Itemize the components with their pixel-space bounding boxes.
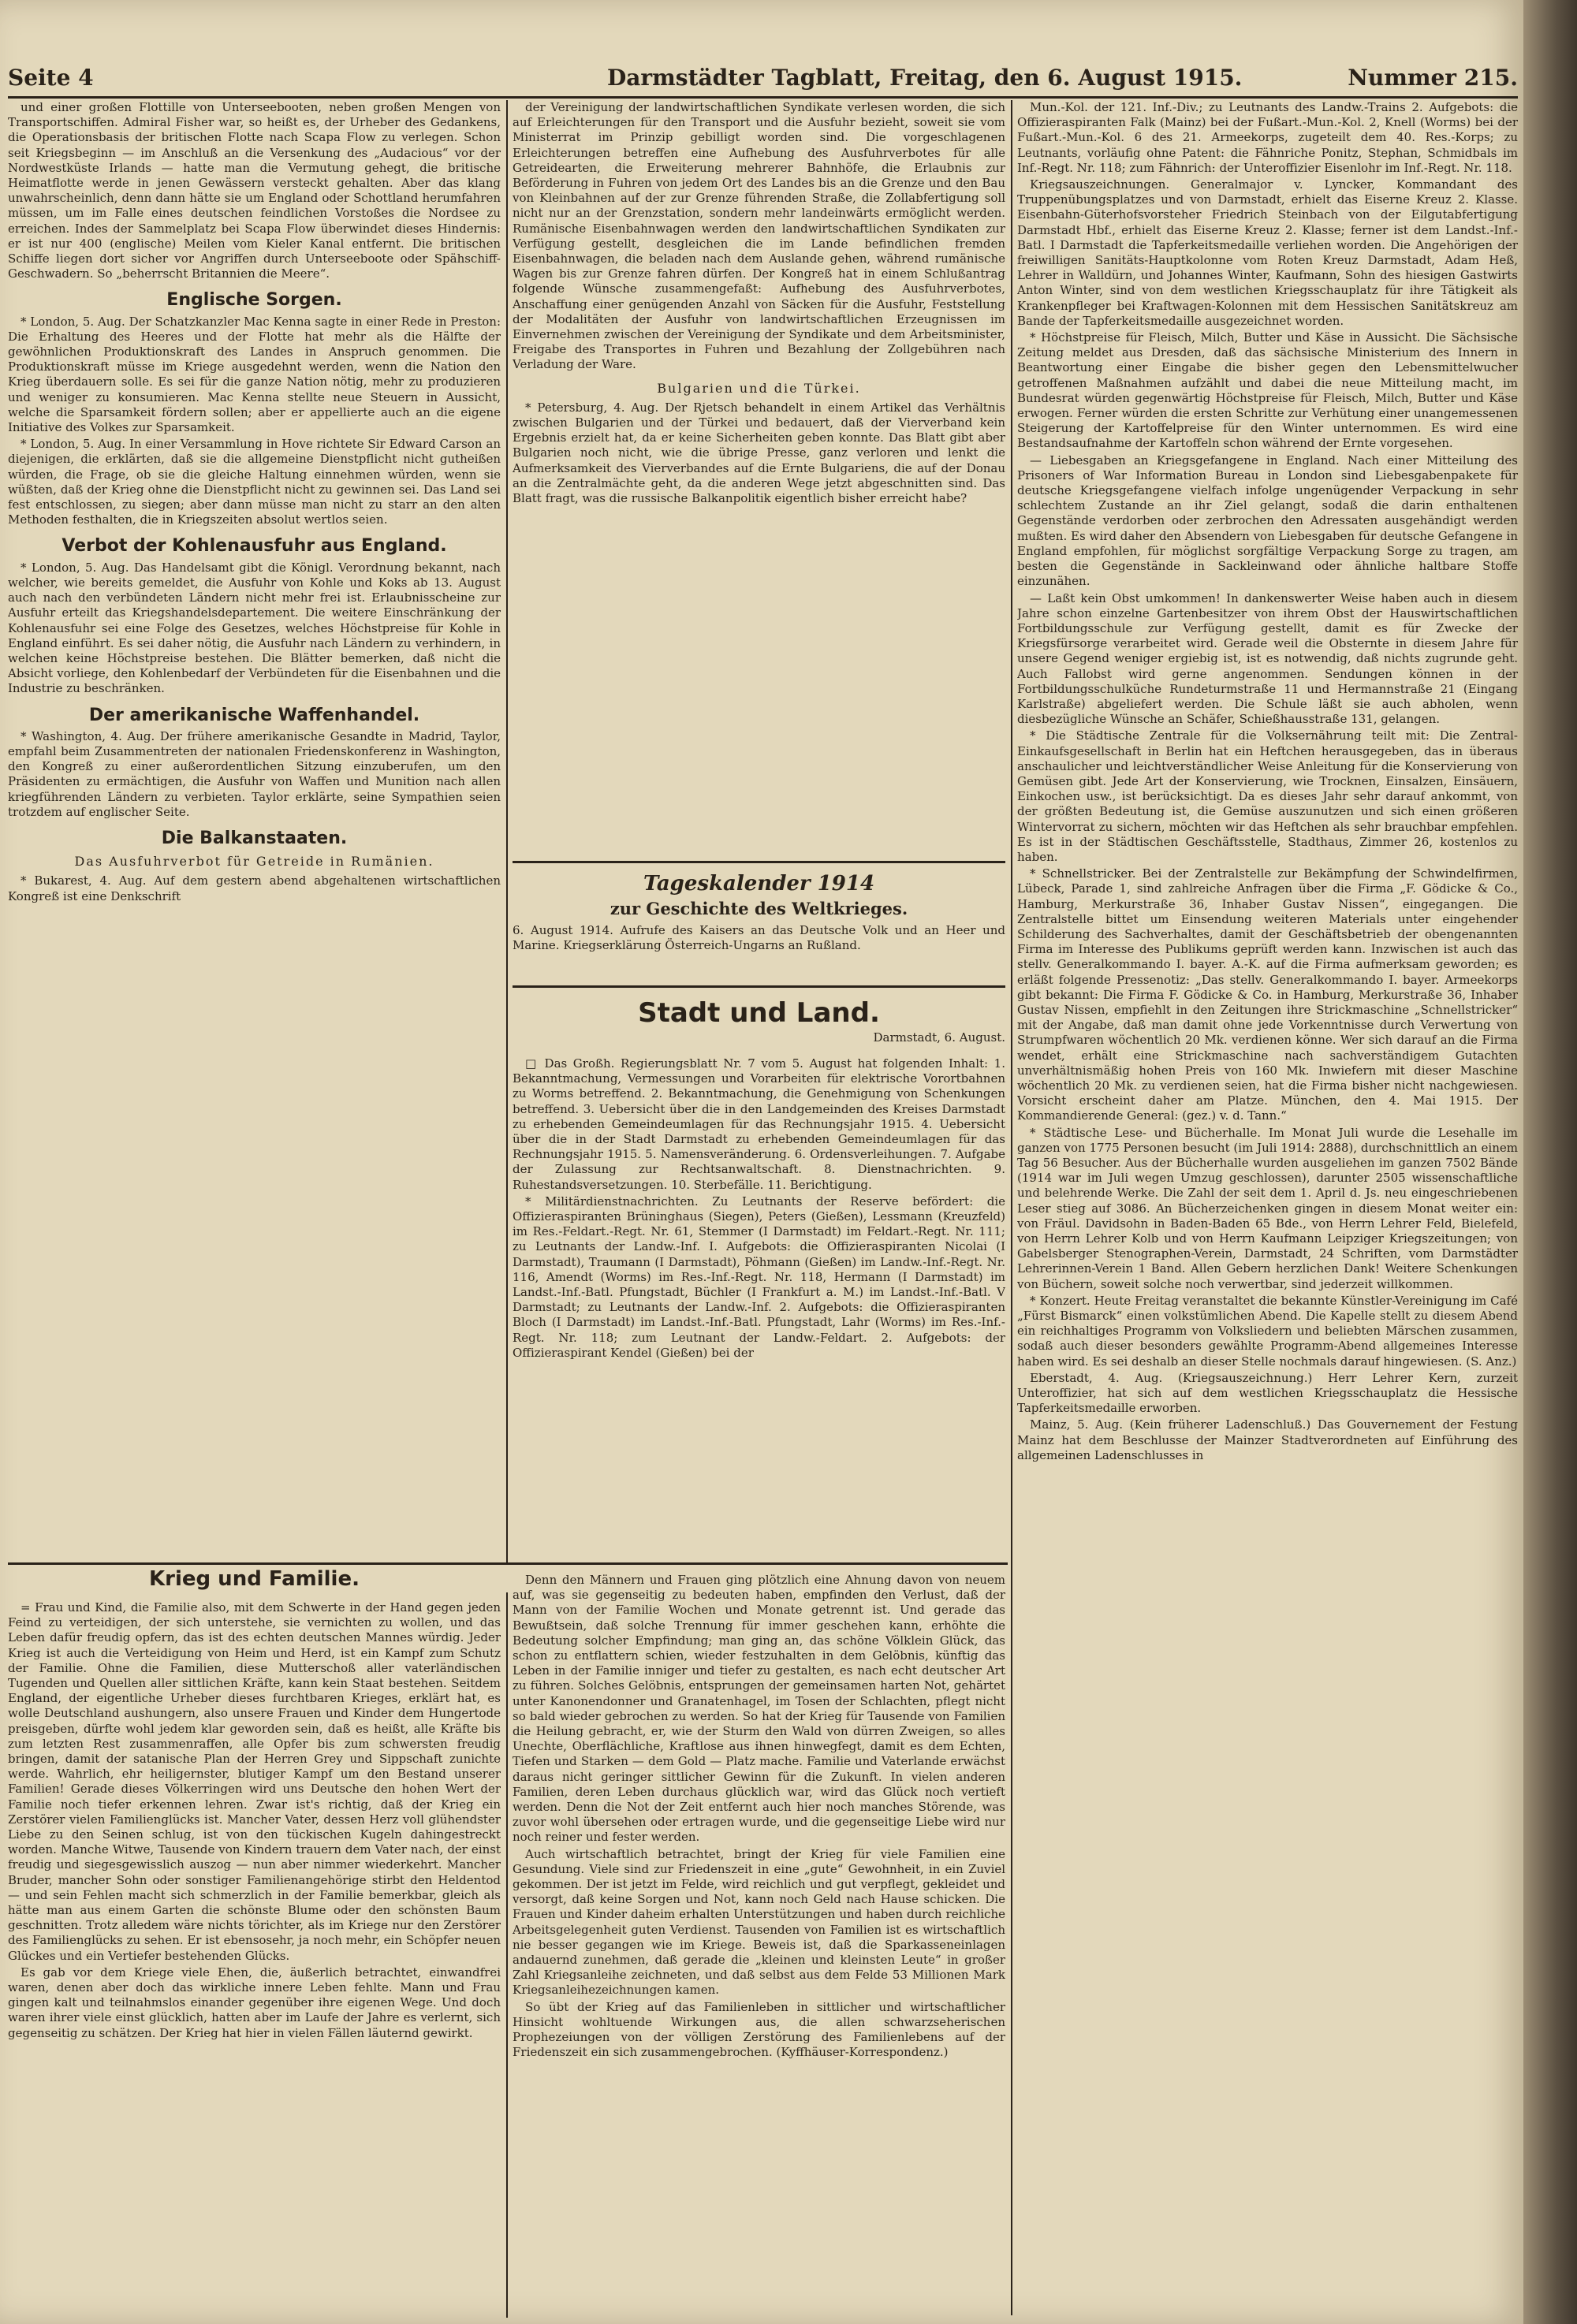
section-title: Stadt und Land. (638, 997, 880, 1029)
article-text: * Bukarest, 4. Aug. Auf dem gestern abend abgehaltenen wirtschaftlichen Kongreß ist eine Denkschrift (8, 873, 501, 903)
article-text: Kriegsauszeichnungen. Generalmajor v. Lyncker, Kommandant des Truppenübungsplatzes und von Darmstadt, erhielt das Eiserne Kreuz 2. Klasse. Eisenbahn-Güterhofsvorsteher Friedrich Steinbach von der Eilgutabfertigung Darmstadt Hbf., erhielt das Eiserne Kreuz 2. Klasse; ferner ist dem Landst.-Inf.-Batl. I Darmstadt die Tapferkeitsmedaille verliehen worden. Die Angehörigen der freiwilligen Sanitäts-Hauptkolonne vom Roten Kreuz Darmstadt, Adam Heß, Lehrer in Walldürn, und Johannes Winter, Kaufmann, Sohn des hiesigen Gastwirts Anton Winter, sind von dem westlichen Kriegsschauplatz für ihre Tätigkeit als Krankenpfleger bei Kraftwagen-Kolonnen mit dem Hessischen Sanitätskreuz am Bande der Tapferkeitsmedaille ausgezeichnet worden. (1017, 177, 1518, 328)
article-text: * Schnellstricker. Bei der Zentralstelle zur Bekämpfung der Schwindelfirmen, Lübeck, Parade 1, sind zahlreiche Anfragen über die Firma „F. Gödicke & Co., Hamburg, Merkurstraße 36, Inhaber Gustav Nissen“, eingegangen. Die Zentralstelle bittet um Einsendung weiteren Materials unter eingehender Schilderung des Sachverhaltes, damit der Geschäftsbetrieb der obengenannten Firma im Interesse des Publikums geprüft werden kann. Inzwischen ist auch das stellv. Generalkommando I. bayer. A.-K. auf die Firma aufmerksam geworden; es erläßt folgende Pressenotiz: „Das stellv. Generalkommando I. bayer. Armeekorps gibt bekannt: Die Firma F. Gödicke & Co. in Hamburg, Merkurstraße 36, Inhaber Gustav Nissen, empfiehlt in den Zeitungen ihre Strickmaschine „Schnellstricker“ mit der Angabe, daß man damit ohne jede Vorkenntnisse durch Verwertung von Strumpfwaren wöchentlich 20 Mk. verdienen könne. Wer sich darauf an die Firma wendet, erhält eine Strickmaschine nach sachverständigem Gutachten unverhältnismäßig hohen Preis von 160 Mk. Inwiefern mit dieser Maschine wöchentlich 20 Mk. zu verdienen seien, hat die Firma bisher nicht nachgewiesen. Vorsicht erscheint daher am Platze. München, den 4. Mai 1915. Der Kommandierende General: (gez.) v. d. Tann.“ (1017, 866, 1518, 1123)
article-text: Auch wirtschaftlich betrachtet, bringt der Krieg für viele Familien eine Gesundung. Viele sind zur Friedenszeit in eine „gute“ Gewohnheit, in ein Zuviel gekommen. Der ist jetzt im Felde, wird reichlich und gut verpflegt, gekleidet und versorgt, daß keine Sorgen und Not, kann noch Geld nach Hause schicken. Die Frauen und Kinder daheim erhalten Unterstützungen und haben durch reichliche Arbeitsgelegenheit guten Verdienst. Tausenden von Familien ist es wirtschaftlich nie besser gegangen wie im Kriege. Beweis ist, daß die Sparkasseneinlagen andauernd zunehmen, daß gerade die „kleinen und kleinsten Leute“ in großer Zahl Kriegsanleihe zeichneten, und daß selbst aus dem Felde 53 Millionen Mark Kriegsanleihezeichnungen kamen. (513, 1846, 1005, 1998)
article-text: * London, 5. Aug. In einer Versammlung in Hove richtete Sir Edward Carson an diejenigen, die erklärten, daß sie die allgemeine Dienstpflicht nicht gutheißen würden, die Frage, ob sie die gleiche Haltung einnehmen würden, wenn sie wüßten, daß der Krieg ohne die Dienstpflicht nicht zu gewinnen sei. Das Land sei fest entschlossen, zu siegen; aber dann müsse man nicht zu starr an den alten Methoden festhalten, die in Kriegszeiten absolut wertlos seien. (8, 437, 501, 527)
day-calendar-box (513, 867, 1005, 978)
article-text: □ Das Großh. Regierungsblatt Nr. 7 vom 5. August hat folgenden Inhalt: 1. Bekanntmachung, Vermessungen und Vorarbeiten für elektrische Vorortbahnen zu Worms betreffend. 2. Bekanntmachung, die Genehmigung von Schenkungen betreffend. 3. Uebersicht über die in den Landgemeinden des Kreises Darmstadt zu erhebenden Gemeindeumlagen für das Rechnungsjahr 1915. 4. Uebersicht über die in der Stadt Darmstadt zu erhebenden Gemeindeumlagen für das Rechnungsjahr 1915. 5. Namensveränderung. 6. Ordensverleihungen. 7. Aufgabe der Zulassung zur Rechtsanwaltschaft. 8. Dienstnachrichten. 9. Ruhestandsversetzungen. 10. Sterbefälle. 11. Berichtigung. (513, 1056, 1005, 1192)
article-text: Es gab vor dem Kriege viele Ehen, die, äußerlich betrachtet, einwandfrei waren, denen aber doch das wirkliche innere Leben fehlte. Mann und Frau gingen kalt und teilnahmslos einander gegenüber ihre eigenen Wege. Und doch waren ihrer viele einst glücklich, hatten aber im Laufe der Jahre es verlernt, sich gegenseitig zu schätzen. Der Krieg hat hier in vielen Fällen läuternd gewirkt. (8, 1965, 501, 2040)
page-number: Seite 4 (8, 65, 94, 91)
section-rule (513, 861, 1005, 863)
article-text: * London, 5. Aug. Das Handelsamt gibt die Königl. Verordnung bekannt, nach welcher, wie bereits gemeldet, die Ausfuhr von Kohle und Koks ab 13. August auch nach den verbündeten Ländern nicht mehr frei ist. Erlaubnisscheine zur Ausfuhr erteilt das Kriegshandelsdepartement. Die weitere Einschränkung der Kohlenausfuhr sei eine Folge des Gesetzes, welches Höchstpreise für Kohle in England einführt. Es sei daher nötig, die Ausfuhr nach Ländern zu verhindern, in welchen keine Höchstpreise bestehen. Die Blätter bemerken, daß nicht die Absicht vorliege, den Kohlenbedarf der Verbündeten für die Eisenbahnen und die Industrie zu beschränken. (8, 560, 501, 696)
article-text: * Höchstpreise für Fleisch, Milch, Butter und Käse in Aussicht. Die Sächsische Zeitung meldet aus Dresden, daß das sächsische Ministerium des Innern in Beantwortung einer Eingabe die bisher gegen den Lebensmittelwucher getroffenen Maßnahmen aufzählt und dabei die neue Mitteilung macht, im Bundesrat würden gegenwärtig Höchstpreise für Fleisch, Milch, Butter und Käse erwogen. Ferner würden die ersten Schritte zur Verhütung einer unangemessenen Steigerung der Kartoffelpreise für den Winter unternommen. Es wird eine Bestandsaufnahme der Kartoffeln schon während der Ernte vorgesehen. (1017, 330, 1518, 451)
article-text: * Militärdienstnachrichten. Zu Leutnants der Reserve befördert: die Offizieraspiranten Brüninghaus (Siegen), Peters (Gießen), Lessmann (Kreuzfeld) im Res.-Feldart.-Regt. Nr. 61, Stemmer (I Darmstadt) im Feldart.-Regt. Nr. 111; zu Leutnants der Landw.-Inf. I. Aufgebots: die Offizieraspiranten Nicolai (I Darmstadt), Traumann (I Darmstadt), Pöhmann (Gießen) im Landw.-Inf.-Regt. Nr. 116, Amendt (Worms) im Res.-Inf.-Regt. Nr. 118, Hermann (I Darmstadt) im Landst.-Inf.-Batl. Pfungstadt, Büchler (I Frankfurt a. M.) im Landst.-Inf.-Batl. V Darmstadt; zu Leutnants der Landw.-Inf. 2. Aufgebots: die Offizieraspiranten Bloch (I Darmstadt) im Landst.-Inf.-Batl. Pfungstadt, Lahr (Worms) im Res.-Inf.-Regt. Nr. 118; zum Leutnant der Landw.-Feldart. 2. Aufgebots: der Offizieraspirant Kendel (Gießen) bei der (513, 1194, 1005, 1360)
article-text: * Washington, 4. Aug. Der frühere amerikanische Gesandte in Madrid, Taylor, empfahl beim Zusammentreten der nationalen Friedenskonferenz in Washington, den Kongreß zu einer außerordentlichen Sitzung einzuberufen, um den Präsidenten zu ermächtigen, die Ausfuhr von Waffen und Munition nach allen kriegführenden Ländern zu verbieten. Taylor erklärte, seine Sympathien seien trotzdem auf englischer Seite. (8, 728, 501, 819)
article-text: der Vereinigung der landwirtschaftlichen Syndikate verlesen worden, die sich auf Erleichterungen für den Transport und die Ausfuhr bezieht, soweit sie vom Ministerrat im Prinzip gebilligt worden sind. Die vorgeschlagenen Erleichterungen betreffen eine Aufhebung des Ausfuhrverbotes für alle Getreidearten, die Erweiterung mehrerer Bahnhöfe, die Erlaubnis zur Beförderung in Fuhren von jedem Ort des Landes bis an die Grenze und den Bau von Kleinbahnen auf der zur Grenze führenden Straße, die Zollabfertigung soll nicht nur an der Grenzstation, sondern mehr landeinwärts ermöglicht werden. Rumänische Eisenbahnwagen werden den landwirtschaftlichen Syndikaten zur Verfügung gestellt, desgleichen die im Lande befindlichen fremden Eisenbahnwagen, die beladen nach dem Auslande gehen, während rumänische Wagen bis zur Grenze fahren dürfen. Der Kongreß hat in einem Schlußantrag folgende Wünsche zusammengefaßt: Aufhebung des Ausfuhrverbotes, Anschaffung einer genügenden Anzahl von Säcken für die Ausfuhr, Feststellung der Modalitäten der Ausfuhr von landwirtschaftlichen Erzeugnissen im Einvernehmen zwischen der Vereinigung der Syndikate und dem Arbeitsminister, Freigabe des Transportes in Fuhren und Bezahlung der Zollgebühren nach Verladung der Ware. (513, 100, 1005, 372)
article-heading: Die Balkanstaaten. (161, 828, 348, 848)
local-news-header (513, 997, 1005, 1045)
calendar-text: 6. August 1914. Aufrufe des Kaisers an das Deutsche Volk und an Heer und Marine. Kriegserklärung Österreich-Ungarns an Rußland. (513, 923, 1005, 952)
article-title: Krieg und Familie. (149, 1567, 360, 1591)
article-text: * Petersburg, 4. Aug. Der Rjetsch behandelt in einem Artikel das Verhältnis zwischen Bulgarien und der Türkei und bedauert, daß der Vierverband kein Ergebnis erzielt hat, da er keine Sicherheiten geben konnte. Das Blatt gibt aber Bulgarien noch nicht, wie die übrige Presse, ganz verloren und lenkt die Aufmerksamkeit des Vierverbandes auf die Ernte Bulgariens, die auf der Donau an die Zentralmächte geht, da die anderen Wege jetzt abgeschnitten sind. Das Blatt fragt, was die russische Balkanpolitik eigentlich bisher erreicht habe? (513, 400, 1005, 506)
article-text: Mainz, 5. Aug. (Kein früherer Ladenschluß.) Das Gouvernement der Festung Mainz hat dem Beschlusse der Mainzer Stadtverordneten auf Einführung des allgemeinen Ladenschlusses in (1017, 1417, 1518, 1462)
issue-number: Nummer 215. (1348, 65, 1518, 91)
article-heading: Verbot der Kohlenausfuhr aus England. (62, 536, 447, 557)
column-4 (8, 1600, 501, 2318)
article-text: Eberstadt, 4. Aug. (Kriegsauszeichnung.) Herr Lehrer Kern, zurzeit Unteroffizier, hat sich auf dem westlichen Kriegsschauplatz die Hessische Tapferkeitsmedaille erworben. (1017, 1370, 1518, 1416)
article-text: — Liebesgaben an Kriegsgefangene in England. Nach einer Mitteilung des Prisoners of War Information Bureau in London sind Liebesgabenpakete für deutsche Kriegsgefangene vielfach infolge ungenügender Verpackung in sehr schlechtem Zustande an ihr Ziel gelangt, sodaß die darin enthaltenen Gegenstände verdorben oder zerbrochen den Adressaten ausgehändigt werden mußten. Es wird daher den Absendern von Liebesgaben für deutsche Gefangene in England empfohlen, für möglichst sorgfältige Verpackung Sorge zu tragen, am besten die Gegenstände in Sackleinwand oder ähnliche haltbare Stoffe einzunähen. (1017, 453, 1518, 589)
article-text: So übt der Krieg auf das Familienleben in sittlicher und wirtschaftlicher Hinsicht wohltuende Wirkungen aus, die allen schwarzseherischen Prophezeiungen von der völligen Zerstörung des Familienlebens auf der Friedenszeit ein sich zusammengebrochen. (Kyffhäuser-Korrespondenz.) (513, 1999, 1005, 2060)
article-text: = Frau und Kind, die Familie also, mit dem Schwerte in der Hand gegen jeden Feind zu verteidigen, der sich unterstehe, sie vernichten zu wollen, und das Leben dafür freudig opfern, das ist des echten deutschen Mannes würdig. Jeder Krieg ist auch die Verteidigung von Heim und Herd, ist ein Kampf zum Schutz der Familie. Ohne die Familien, diese Mutterschoß aller vaterländischen Tugenden und Quellen aller sittlichen Kräfte, kann kein Staat bestehen. Seitdem England, der eigentliche Urheber dieses furchtbaren Krieges, erklärt hat, es wolle Deutschland aushungern, also unsere Frauen und Kinder dem Hungertode preisgeben, dürfte wohl jedem klar geworden sein, daß es heißt, alle Kräfte bis zum letzten Rest zusammenraffen, alle Opfer bis zum schwersten freudig bringen, damit der satanische Plan der Herren Grey und Sippschaft zunichte werde. Wahrlich, ehr heiligernster, blutiger Kampf um den Bestand unserer Familien! Gerade dieses Völkerringen wird uns Deutsche den hohen Wert der Familie noch tiefer erkennen lehren. Zwar ist's richtig, daß der Krieg ein Zerstörer vielen Familienglücks ist. Mancher Vater, dessen Herz voll glühendster Liebe zu den Seinen schlug, ist von den tückischen Kugeln dahingestreckt worden. Manche Witwe, Tausende von Kindern trauern dem Vater nach, der einst freudig und siegesgewisslich auszog — nun aber nimmer wiederkehrt. Mancher Bruder, mancher Sohn oder sonstiger Familienangehörige stirbt den Heldentod — und sein Fehlen macht sich schmerzlich in der Familie bemerkbar, gleich als hätte man aus einem Garten die schönste Blume oder den schönsten Baum geschnitten. Trotz alledem wäre nichts törichter, als im Kriege nur den Zerstörer des Familienglücks zu sehen. Er ist ebensosehr, ja noch mehr, ein Schöpfer neuen Glückes und ein Vertiefer bestehenden Glücks. (8, 1600, 501, 1963)
masthead (8, 65, 1518, 99)
article-subheading: Bulgarien und die Türkei. (657, 380, 861, 396)
column-2-lower (513, 1056, 1005, 1561)
column-2 (513, 100, 1005, 857)
article-text: * Städtische Lese- und Bücherhalle. Im Monat Juli wurde die Lesehalle im ganzen von 1775 Personen besucht (im Juli 1914: 2888), durchschnittlich an einem Tag 56 Besucher. Aus der Bücherhalle wurden ausgeliehen im ganzen 7502 Bände (1914 war im Juli wegen Umzug geschlossen), darunter 2505 wissenschaftliche und belehrende Werke. Die Zahl der seit dem 1. April d. Js. neu eingeschriebenen Leser stieg auf 3086. An Bücherzeichenken gingen in diesem Monat weiter ein: von Fräul. Davidsohn in Baden-Baden 65 Bde., von Herrn Lehrer Feld, Bielefeld, von Herrn Lehrer Kolb und von Herrn Kaufmann Leipziger Kriegszeitungen; von Gabelsberger Stenographen-Verein, Darmstadt, 24 Schriften, vom Darmstädter Lehrerinnen-Verein 1 Band. Allen Gebern herzlichen Dank! Weitere Schenkungen von Büchern, soweit solche noch verwertbar, sind jederzeit willkommen. (1017, 1125, 1518, 1291)
column-1 (8, 100, 501, 1566)
article-heading: Der amerikanische Waffenhandel. (88, 705, 420, 725)
column-5 (513, 1573, 1005, 2318)
section-dateline: Darmstadt, 6. August. (873, 1030, 1005, 1045)
section-rule (513, 985, 1005, 988)
article-subheading: Das Ausfuhrverbot für Getreide in Rumänien. (74, 854, 434, 870)
article-heading: Englische Sorgen. (166, 290, 342, 311)
calendar-title: Tageskalender 1914 (643, 872, 875, 896)
article-text: * London, 5. Aug. Der Schatzkanzler Mac Kenna sagte in einer Rede in Preston: Die Erhaltung des Heeres und der Flotte hat mehr als die Hälfte der gewöhnlichen Produktionskraft des Landes in Anspruch genommen. Die Produktionskraft müsse im Kriege ausgedehnt werden, wenn die Nation den Krieg überdauern solle. Es sei für die ganze Nation nötig, mehr zu produzieren und weniger zu konsumieren. Mac Kenna stellte neue Steuern in Aussicht, welche die Sparsamkeit fördern sollen; aber er appellierte auch an die eigene Initiative des Volkes zur Sparsamkeit. (8, 314, 501, 435)
column-3 (1017, 100, 1518, 2315)
calendar-subtitle: zur Geschichte des Weltkrieges. (610, 899, 908, 918)
article-text: Mun.-Kol. der 121. Inf.-Div.; zu Leutnants des Landw.-Trains 2. Aufgebots: die Offizieraspiranten Falk (Mainz) bei der Fußart.-Mun.-Kol. 2, Knell (Worms) bei der Fußart.-Mun.-Kol. 6 des 21. Armeekorps, zugeteilt dem 40. Res.-Korps; zu Leutnants, vorläufig ohne Patent: die Fähnriche Ponitz, Stephan, Schmidbals im Inf.-Regt. Nr. 118; zum Fähnrich: der Unteroffizier Eisenlohr im Inf.-Regt. Nr. 118. (1017, 100, 1518, 175)
article-text: — Laßt kein Obst umkommen! In dankenswerter Weise haben auch in diesem Jahre schon einzelne Gartenbesitzer von ihrem Obst der Hauswirtschaftlichen Fortbildungsschule zur Verfügung gestellt, damit es für Zwecke der Kriegsfürsorge verarbeitet wird. Gerade weil die Obsternte in diesem Jahre für unsere Gegend weniger ergiebig ist, ist es notwendig, daß nichts zugrunde geht. Auch Fallobst wird gerne angenommen. Sendungen können in der Fortbildungsschulküche Rundeturmstraße 11 und Hermannstraße 21 (Eingang Karlstraße) abgeliefert werden. Die Schule läßt sie auch abholen, wenn diesbezügliche Wünsche an Schäfer, Schießhausstraße 131, gelangen. (1017, 590, 1518, 727)
newspaper-dateline: Darmstädter Tagblatt, Freitag, den 6. August 1915. (607, 65, 1243, 91)
column-divider (506, 100, 508, 1562)
article-text: * Konzert. Heute Freitag veranstaltet die bekannte Künstler-Vereinigung im Café „Fürst Bismarck“ einen volkstümlichen Abend. Die Kapelle stellt zu diesem Abend ein reichhaltiges Programm von Volksliedern und beliebten Märschen zusammen, sodaß auch dieser besonders gewählte Programm-Abend allgemeines Interesse haben wird. Es sei deshalb an dieser Stelle nochmals darauf hingewiesen. (S. Anz.) (1017, 1293, 1518, 1369)
article-text: Denn den Männern und Frauen ging plötzlich eine Ahnung davon von neuem auf, was sie gegenseitig zu bedeuten haben, empfinden den Verlust, daß der Mann von der Familie Wochen und Monate getrennt ist. Und gerade das Bewußtsein, daß solche Trennung für immer geschehen kann, erhöhte die Bedeutung solcher Empfindung; man ging an, das schöne Völklein Glück, das schon zu entflattern schien, wieder festzuhalten in dem Gelöbnis, künftig das Leben in der Familie inniger und tiefer zu gestalten, es nach echt deutscher Art zu führen. Solches Gelöbnis, entsprungen der gemeinsamen harten Not, gehärtet unter Kanonendonner und Granatenhagel, im Tosen der Schlachten, pflegt nicht so bald wieder gebrochen zu werden. So hat der Krieg für Tausende von Familien die Heilung gebracht, er, wie der Sturm den Wald von dürren Zweigen, so alles Unechte, Oberflächliche, Kraftlose aus ihnen hinwegfegt, damit es dem Echten, Tiefen und Starken — dem Gold — Platz mache. Familie und Vaterlande erwächst daraus nicht geringer sittlicher Gewinn für die Zukunft. In vielen anderen Familien, deren Leben durchaus glücklich war, wird das Glück noch vertieft werden. Denn die Not der Zeit entfernt auch hier noch manches Störende, was zuvor wohl übersehen oder ertragen wurde, und die gegenseitige Liebe wird nur noch reiner und fester werden. (513, 1573, 1005, 1845)
article-text: und einer großen Flottille von Unterseebooten, neben großen Mengen von Transportschiffen. Admiral Fisher war, so heißt es, der Urheber des Gedankens, die Operationsbasis der britischen Flotte nach Scapa Flow zu verlegen. Schon seit Kriegsbeginn — im Anschluß an die Versenkung des „Audacious“ vor der Nordwestküste Irlands — hatte man die Vermutung gehegt, die britische Heimatflotte werde in jenen Gewässern versteckt gehalten. Aber das klang unwahrscheinlich, denn dann hätte sie um England oder Schottland herumfahren müssen, um im Falle eines deutschen feindlichen Vorstoßes die Nordsee zu erreichen. Indes der Sammelplatz bei Scapa Flow überwindet dieses Hindernis: er ist nur 400 (englische) Meilen vom Kieler Kanal entfernt. Die britischen Schiffe liegen dort sicher vor Angriffen durch Unterseeboote oder Spähschiff-Geschwadern. So „beherrscht Britannien die Meere“. (8, 100, 501, 281)
column-divider (1011, 100, 1012, 2315)
page-edge (1523, 0, 1577, 2324)
column-divider (506, 1592, 508, 2318)
article-text: * Die Städtische Zentrale für die Volksernährung teilt mit: Die Zentral-Einkaufsgesellschaft in Berlin hat ein Heftchen herausgegeben, das in überaus anschaulicher und leichtverständlicher Weise Anleitung für die Konservierung von Gemüsen gibt. Jede Art der Konservierung, wie Trocknen, Einsalzen, Einsäuern, Einkochen usw., ist berücksichtigt. Da es dieses Jahr sehr darauf ankommt, von der größten Bedeutung ist, die Gemüse auszunutzen und sich einen größeren Wintervorrat zu sichern, möchten wir das Heftchen als sehr brauchbar empfehlen. Es ist in der Städtischen Geschäftsstelle, Stadthaus, Zimmer 26, kostenlos zu haben. (1017, 728, 1518, 864)
